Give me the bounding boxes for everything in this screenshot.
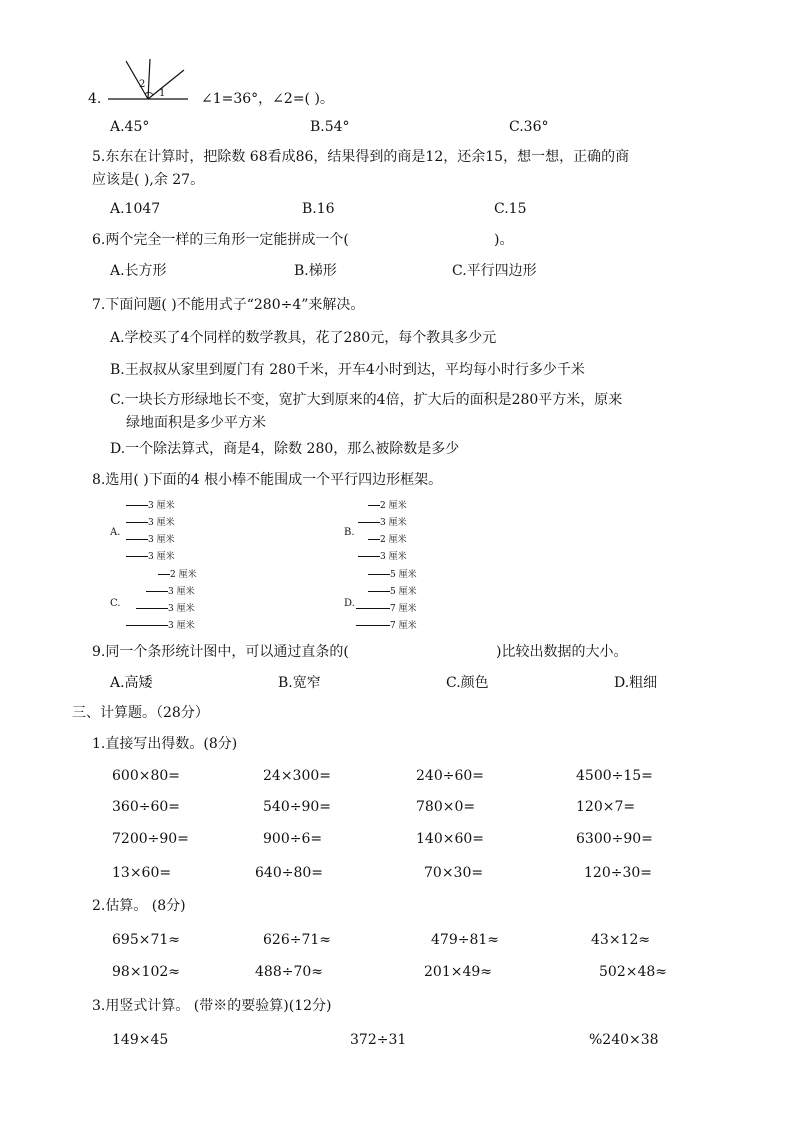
calc-item: 70×30= <box>424 865 484 881</box>
q5-line2: 应该是( ),余 27。 <box>92 172 205 188</box>
estimate-item: 201×49≈ <box>424 964 492 980</box>
q9-option-a: A.高矮 <box>110 675 153 691</box>
estimate-item: 488÷70≈ <box>255 964 323 980</box>
q8-stick: 7 厘米 <box>356 621 417 632</box>
q8-stick: 3 厘米 <box>146 587 195 598</box>
vertical-calc-item: 149×45 <box>112 1032 169 1048</box>
calc3-title: 3.用竖式计算。 (带※的要验算)(12分) <box>92 998 332 1014</box>
calc-item: 4500÷15= <box>576 768 653 784</box>
q7-option-a: A.学校买了4个同样的数学教具，花了280元，每个教具多少元 <box>110 330 497 346</box>
q4-option-a: A.45° <box>110 119 150 135</box>
q8-stick: 5 厘米 <box>368 570 417 581</box>
q7-option-c-line1: C.一块长方形绿地长不变，宽扩大到原来的4倍，扩大后的面积是280平方米，原来 <box>110 392 623 408</box>
calc-item: 240÷60= <box>416 768 484 784</box>
calc-item: 7200÷90= <box>112 831 189 847</box>
estimate-item: 43×12≈ <box>591 932 651 948</box>
q8-stick: 3 厘米 <box>358 552 407 563</box>
q8-stick: 3 厘米 <box>136 604 195 615</box>
q4-number: 4. <box>88 91 102 107</box>
calc-item: 120×7= <box>576 799 636 815</box>
calc-item: 540÷90= <box>263 799 331 815</box>
q8-stick: 3 厘米 <box>358 518 407 529</box>
q9-text: 9.同一个条形统计图中，可以通过直条的( <box>92 644 349 660</box>
q8-stick: 3 厘米 <box>126 535 175 546</box>
calc-item: 13×60= <box>112 865 172 881</box>
q8-stick: 3 厘米 <box>126 501 175 512</box>
q8-group-b-letter: B. <box>344 527 355 538</box>
q8-stick: 2 厘米 <box>368 501 407 512</box>
calc-item: 120÷30= <box>584 865 652 881</box>
q8-stick: 3 厘米 <box>126 552 175 563</box>
q4-option-b: B.54° <box>310 119 350 135</box>
q9-option-b: B.宽窄 <box>278 675 321 691</box>
q9-close: )比较出数据的大小。 <box>496 644 628 660</box>
q8-stick: 5 厘米 <box>368 587 417 598</box>
section-title: 三、计算题。（28分） <box>72 705 209 721</box>
estimate-item: 98×102≈ <box>112 964 180 980</box>
estimate-item: 626÷71≈ <box>263 932 331 948</box>
q6-close: )。 <box>494 232 514 248</box>
q8-group-c-letter: C. <box>110 598 121 609</box>
q9-option-c: C.颜色 <box>446 675 489 691</box>
q5-option-a: A.1047 <box>110 201 161 217</box>
calc-item: 900÷6= <box>263 831 323 847</box>
q6-option-c: C.平行四边形 <box>452 263 537 279</box>
q8-stick: 2 厘米 <box>368 535 407 546</box>
angle1-label: 1 <box>159 88 166 99</box>
estimate-item: 695×71≈ <box>112 932 180 948</box>
q8-group-d-letter: D. <box>344 598 355 609</box>
calc-item: 360÷60= <box>112 799 180 815</box>
q7-text: 7.下面问题( )不能用式子“280÷4”来解决。 <box>92 297 365 313</box>
calc-item: 600×80= <box>112 768 180 784</box>
q9-option-d: D.粗细 <box>614 675 658 691</box>
q7-option-b: B.王叔叔从家里到厦门有 280千米，开车4小时到达，平均每小时行多少千米 <box>110 362 585 378</box>
angle-figure <box>108 58 192 104</box>
q8-stick: 3 厘米 <box>126 518 175 529</box>
q8-text: 8.选用( )下面的4 根小棒不能围成一个平行四边形框架。 <box>92 472 443 488</box>
q8-stick: 7 厘米 <box>356 604 417 615</box>
angle2-label: 2 <box>139 79 146 90</box>
vertical-calc-item: 372÷31 <box>350 1032 407 1048</box>
estimate-item: 502×48≈ <box>599 964 667 980</box>
q4-option-c: C.36° <box>509 119 549 135</box>
q8-stick: 3 厘米 <box>126 621 195 632</box>
q6-option-b: B.梯形 <box>294 263 337 279</box>
q4-text: ∠1=36°，∠2=( )。 <box>201 91 334 107</box>
q8-stick: 2 厘米 <box>158 570 197 581</box>
calc-item: 24×300= <box>263 768 331 784</box>
calc-item: 640÷80= <box>255 865 323 881</box>
q6-option-a: A.长方形 <box>110 263 167 279</box>
q6-text: 6.两个完全一样的三角形一定能拼成一个( <box>92 232 349 248</box>
estimate-item: 479÷81≈ <box>431 932 499 948</box>
q5-option-b: B.16 <box>302 201 335 217</box>
calc1-title: 1.直接写出得数。(8分) <box>92 736 238 752</box>
q7-option-d: D.一个除法算式，商是4，除数 280，那么被除数是多少 <box>110 441 460 457</box>
vertical-calc-item: %240×38 <box>589 1032 659 1048</box>
q5-option-c: C.15 <box>494 201 527 217</box>
calc-item: 6300÷90= <box>576 831 653 847</box>
q7-option-c-line2: 绿地面积是多少平方米 <box>126 415 266 431</box>
calc-item: 140×60= <box>416 831 484 847</box>
calc2-title: 2.估算。 (8分) <box>92 898 186 914</box>
q8-group-a-letter: A. <box>110 527 121 538</box>
calc-item: 780×0= <box>416 799 476 815</box>
q5-line1: 5.东东在计算时，把除数 68看成86，结果得到的商是12，还余15，想一想，正确的商 <box>92 149 630 165</box>
